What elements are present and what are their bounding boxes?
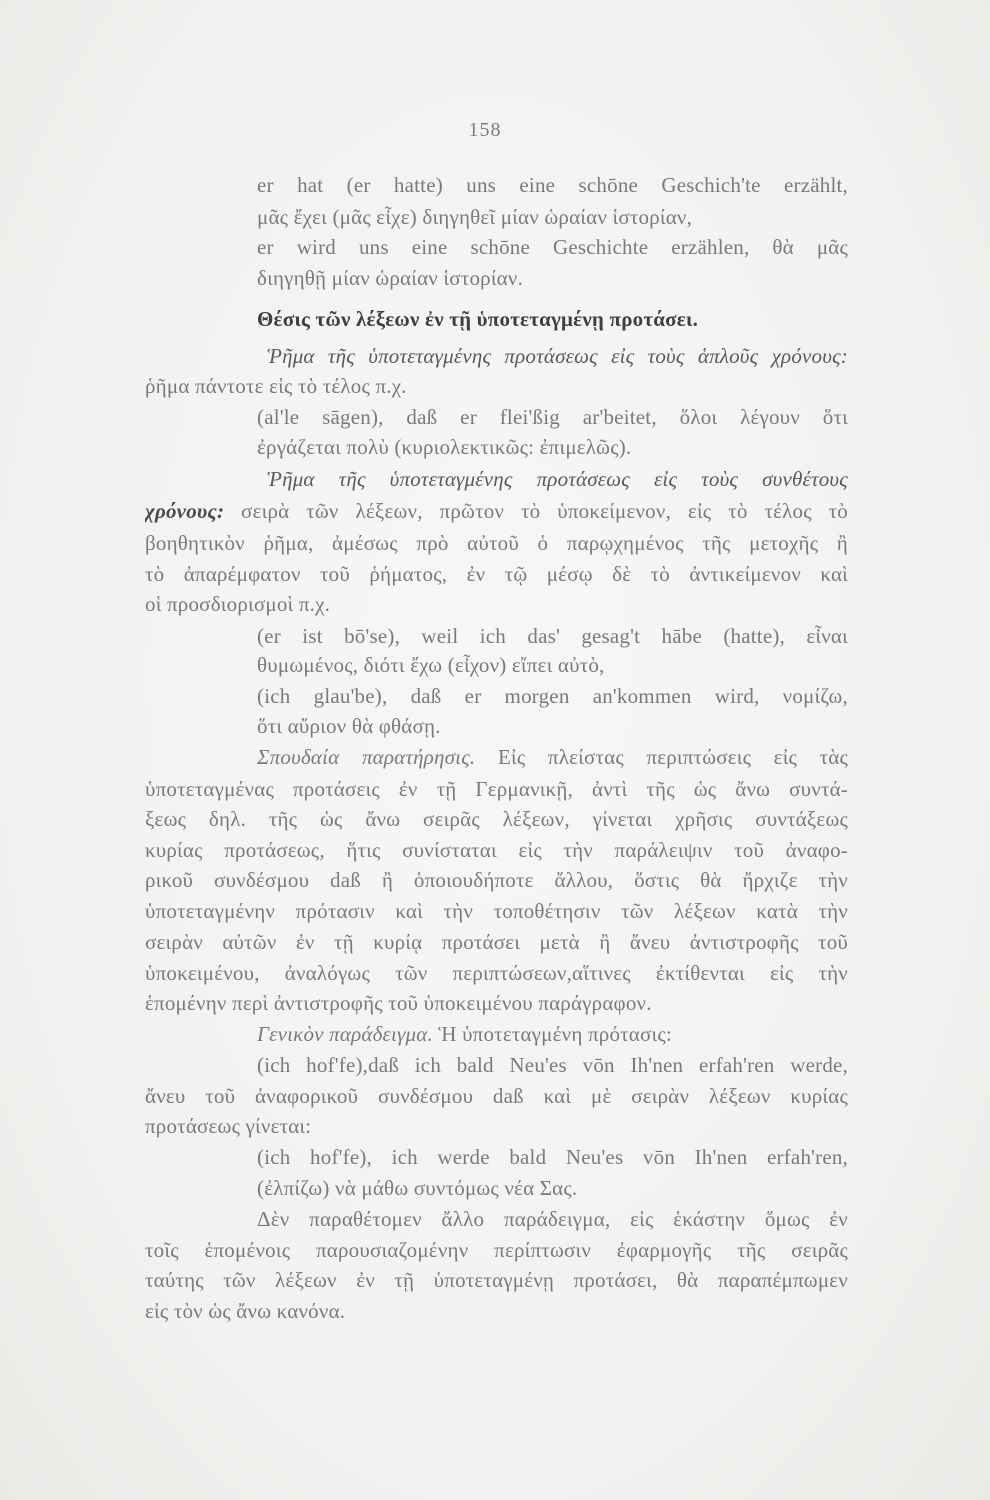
text-line: [145, 497, 848, 527]
text-line: προτάσεως γίνεται:: [145, 1114, 312, 1138]
text-line: ἄνευ τοῦ ἀναφορικοῦ συνδέσμου daß καὶ μὲ σειρὰν λέξεων κυρίας: [145, 1084, 848, 1108]
example-line: (er ist bō'se), weil ich das' gesag't hābe (hatte), εἶναι: [257, 624, 848, 648]
example-line: (ἐλπίζω) νὰ μάθω συντόμως νέα Σας.: [257, 1176, 578, 1200]
text-line: διηγηθῇ μίαν ὡραίαν ἱστορίαν.: [257, 266, 524, 290]
text-line: ξεως δηλ. τῆς ὡς ἄνω σειρᾶς λέξεων, γίνεται χρῆσις συντάξεως: [145, 807, 848, 831]
text-line: οἱ προσδιορισμοὶ π.χ.: [145, 592, 331, 616]
text-line: ρικοῦ συνδέσμου daß ἢ ὁποιουδήποτε ἄλλου, ὅστις θὰ ἤρχιζε τὴν: [145, 868, 848, 892]
text-line: [257, 1020, 848, 1050]
subsection-heading-end: χρόνους:: [145, 499, 225, 523]
text-line: σειρὰν αὐτῶν ἐν τῇ κυρίᾳ προτάσει μετὰ ἢ ἄνευ ἀντιστροφῆς τοῦ: [145, 930, 848, 954]
text-line: ῥῆμα πάντοτε εἰς τὸ τέλος π.χ.: [145, 374, 407, 398]
example-label: Γενικὸν παράδειγμα.: [257, 1022, 433, 1046]
text-line: ταύτης τῶν λέξεων ἐν τῇ ὑποτεταγμένῃ προτάσει, θὰ παραπέμπωμεν: [145, 1268, 848, 1292]
text-line: ὑποτεταγμένας προτάσεις ἐν τῇ Γερμανικῇ, ἀντὶ τῆς ὡς ἄνω συντά-: [145, 777, 848, 801]
note-label: Σπουδαία παρατήρησις.: [257, 745, 476, 769]
example-line: (ich hof'fe),daß ich bald Neu'es vōn Ih'nen erfah'ren werde,: [257, 1053, 848, 1077]
text-line: βοηθητικὸν ῥῆμα, ἀμέσως πρὸ αὐτοῦ ὁ παρῳχημένος τῆς μετοχῆς ἢ: [145, 531, 848, 555]
text-run: σειρὰ τῶν λέξεων, πρῶτον τὸ ὑποκείμενον, εἰς τὸ τέλος τὸ: [224, 499, 848, 523]
example-line: (ich glau'be), daß er morgen an'kommen wird, νομίζω,: [257, 684, 848, 708]
page-number: 158: [468, 119, 502, 141]
text-run: Ἡ ὑποτεταγμένη πρότασις:: [432, 1022, 672, 1046]
section-heading: Θέσις τῶν λέξεων ἐν τῇ ὑποτεταγμένῃ προτάσει.: [257, 307, 699, 331]
subsection-heading: Ῥῆμα τῆς ὑποτεταγμένης προτάσεως εἰς τοὺς συνθέτους: [267, 467, 848, 491]
text-line: ὑποτεταγμένην πρότασιν καὶ τὴν τοποθέτησιν τῶν λέξεων κατὰ τὴν: [145, 899, 848, 923]
text-line: μᾶς ἔχει (μᾶς εἶχε) διηγηθεῖ μίαν ὡραίαν ἱστορίαν,: [257, 205, 693, 229]
example-line: (al'le sāgen), daß er flei'ßig ar'beitet, ὅλοι λέγουν ὅτι: [257, 405, 848, 429]
text-line: εἰς τὸν ὡς ἄνω κανόνα.: [145, 1299, 346, 1323]
text-line: τοῖς ἑπομένοις παρουσιαζομένην περίπτωσιν ἐφαρμογῆς τῆς σειρᾶς: [145, 1238, 848, 1262]
text-line: τὸ ἀπαρέμφατον τοῦ ῥήματος, ἐν τῷ μέσῳ δὲ τὸ ἀντικείμενον καὶ: [145, 562, 848, 586]
text-line: [257, 743, 848, 773]
text-line: er hat (er hatte) uns eine schōne Geschich'te erzählt,: [257, 173, 848, 197]
example-line: ἐργάζεται πολὺ (κυριολεκτικῶς: ἐπιμελῶς).: [257, 435, 632, 459]
example-line: (ich hof'fe), ich werde bald Neu'es vōn Ih'nen erfah'ren,: [257, 1145, 848, 1169]
example-line: θυμωμένος, διότι ἔχω (εἶχον) εἴπει αὐτὸ,: [257, 653, 605, 677]
text-run: Εἰς πλείστας περιπτώσεις εἰς τὰς: [475, 745, 848, 769]
text-line: κυρίας προτάσεως, ἥτις συνίσταται εἰς τὴν παράλειψιν τοῦ ἀναφο-: [145, 838, 848, 862]
text-line: ὑποκειμένου, ἀναλόγως τῶν περιπτώσεων,αἵτινες ἐκτίθενται εἰς τὴν: [145, 961, 848, 985]
text-line: er wird uns eine schōne Geschichte erzählen, θὰ μᾶς: [257, 235, 848, 259]
text-line: ἑπομένην περὶ ἀντιστροφῆς τοῦ ὑποκειμένου παράγραφον.: [145, 991, 652, 1015]
subsection-heading: Ῥῆμα τῆς ὑποτεταγμένης προτάσεως εἰς τοὺς ἁπλοῦς χρόνους:: [267, 344, 848, 368]
text-line: Δὲν παραθέτομεν ἄλλο παράδειγμα, εἰς ἑκάστην ὅμως ἐν: [257, 1207, 848, 1231]
example-line: ὅτι αὔριον θὰ φθάσῃ.: [257, 714, 441, 738]
